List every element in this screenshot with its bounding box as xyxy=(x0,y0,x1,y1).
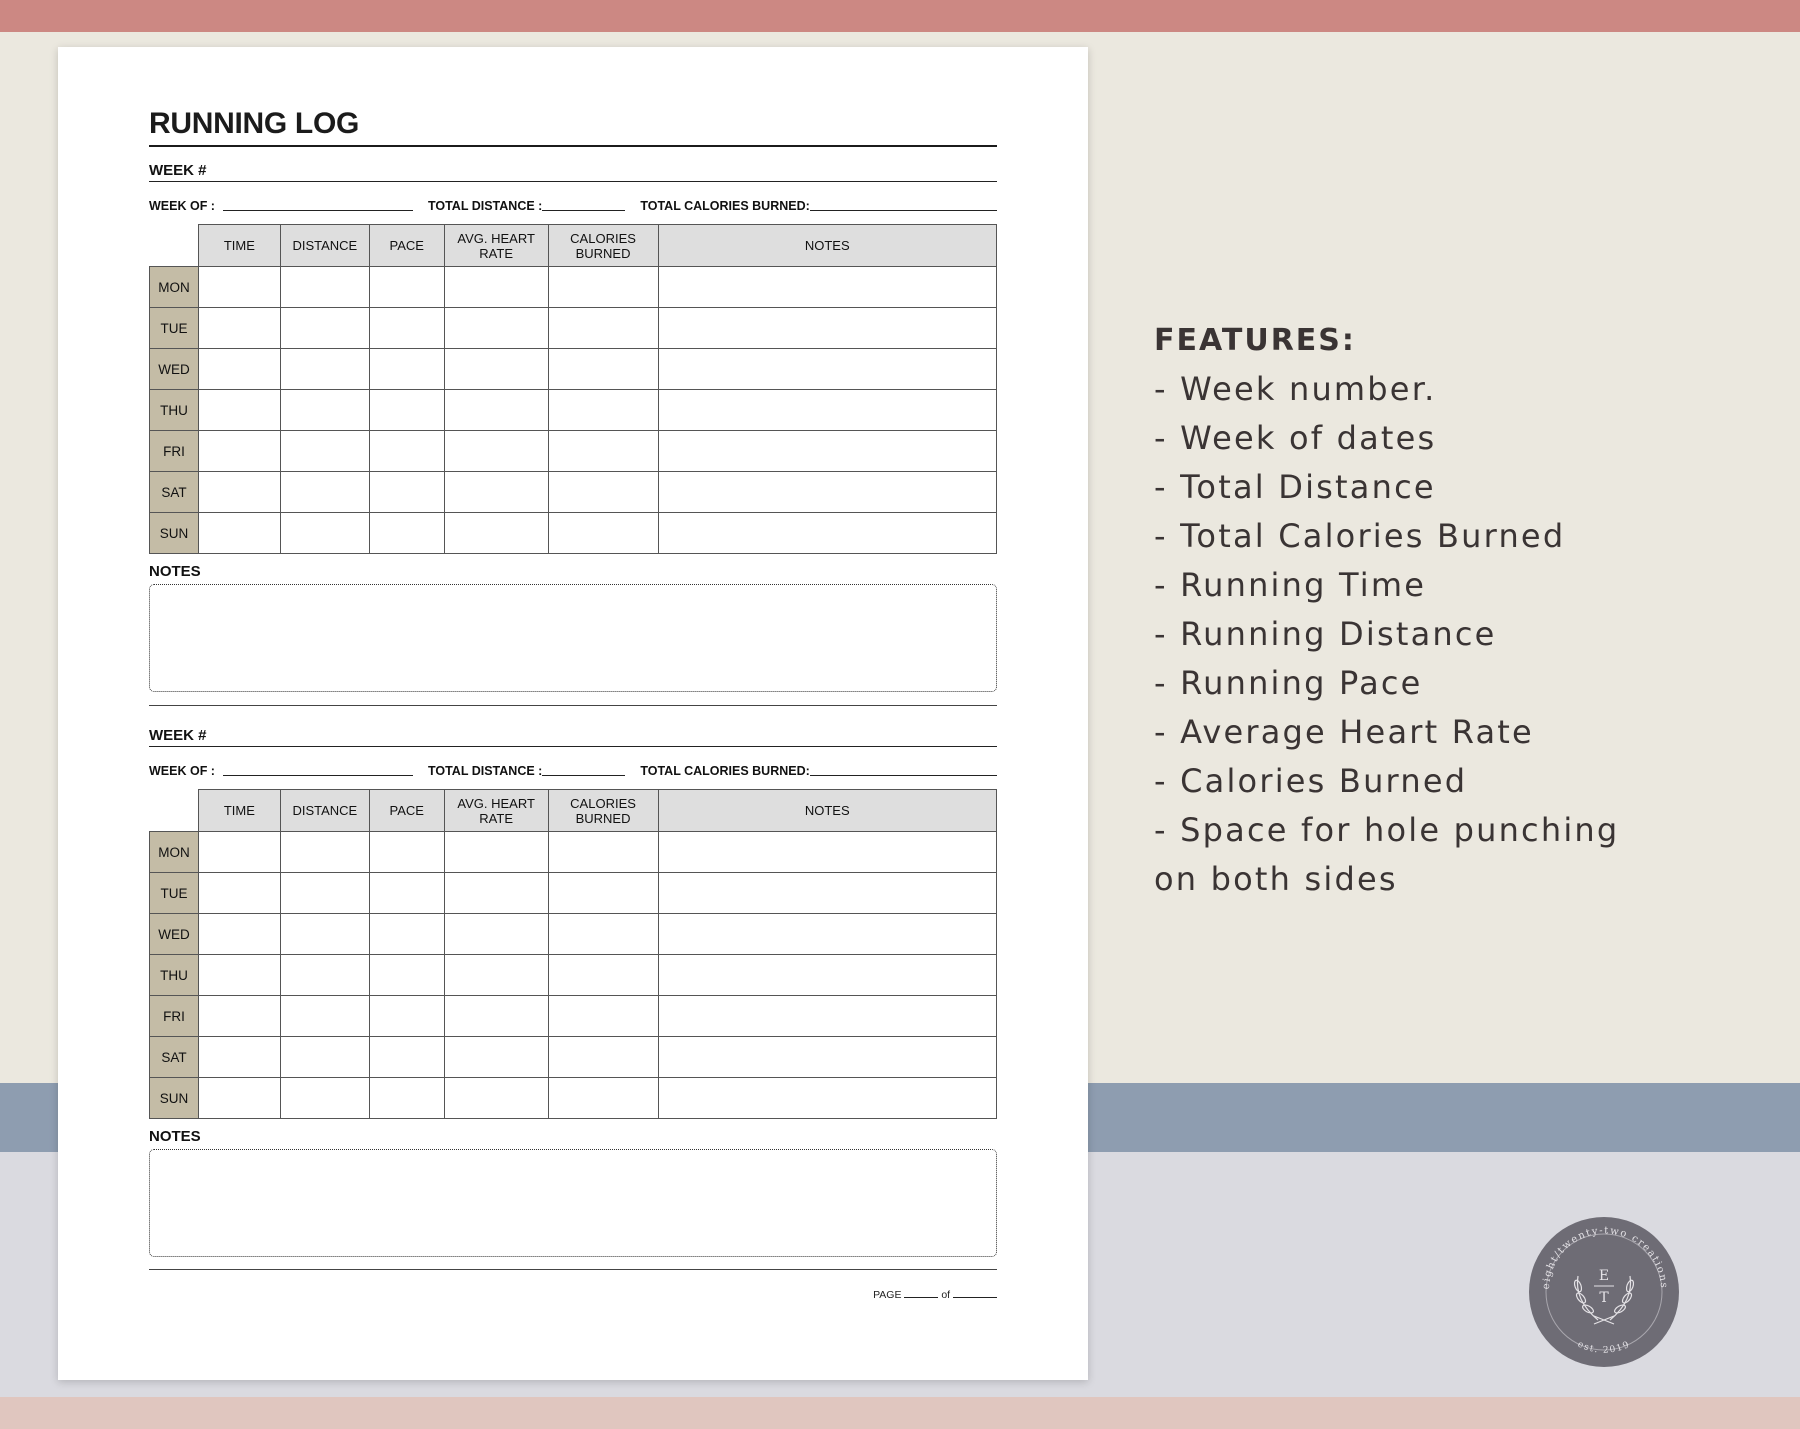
entry-cell[interactable] xyxy=(369,1037,444,1078)
entry-cell[interactable] xyxy=(369,1078,444,1119)
column-header: AVG. HEART RATE xyxy=(444,225,548,267)
weekly-log-table xyxy=(149,224,997,554)
features-panel xyxy=(1154,316,1714,904)
entry-cell[interactable] xyxy=(444,472,548,513)
entry-cell[interactable] xyxy=(548,873,658,914)
day-label: MON xyxy=(150,832,199,873)
table-row xyxy=(150,1037,997,1078)
entry-cell[interactable] xyxy=(369,267,444,308)
entry-cell[interactable] xyxy=(444,873,548,914)
entry-cell[interactable] xyxy=(369,996,444,1037)
entry-cell[interactable] xyxy=(444,832,548,873)
entry-cell[interactable] xyxy=(369,390,444,431)
table-row xyxy=(150,349,997,390)
entry-cell[interactable] xyxy=(548,955,658,996)
column-header: PACE xyxy=(369,225,444,267)
entry-cell[interactable] xyxy=(369,431,444,472)
entry-cell[interactable] xyxy=(198,832,280,873)
page-total-line[interactable] xyxy=(953,1296,997,1298)
feature-item: - Total Calories Burned xyxy=(1154,517,1566,555)
table-row xyxy=(150,873,997,914)
entry-cell[interactable] xyxy=(369,513,444,554)
total-distance-field[interactable] xyxy=(542,774,625,776)
entry-cell[interactable] xyxy=(548,349,658,390)
week-section xyxy=(149,706,997,1257)
total-distance-label: TOTAL DISTANCE : xyxy=(427,199,543,213)
entry-cell[interactable] xyxy=(369,308,444,349)
page-label: PAGE xyxy=(873,1289,902,1301)
notes-box[interactable] xyxy=(149,1149,997,1257)
entry-cell[interactable] xyxy=(444,996,548,1037)
entry-cell[interactable] xyxy=(444,431,548,472)
entry-cell[interactable] xyxy=(444,308,548,349)
column-header: DISTANCE xyxy=(280,790,369,832)
day-label: SAT xyxy=(150,472,199,513)
entry-cell[interactable] xyxy=(369,472,444,513)
entry-cell[interactable] xyxy=(198,267,280,308)
day-label: WED xyxy=(150,914,199,955)
day-label: THU xyxy=(150,390,199,431)
entry-cell[interactable] xyxy=(280,873,369,914)
total-distance-label: TOTAL DISTANCE : xyxy=(427,764,543,778)
entry-cell[interactable] xyxy=(198,431,280,472)
entry-cell[interactable] xyxy=(444,349,548,390)
week-totals-row xyxy=(149,747,997,778)
seal-monogram-bottom: T xyxy=(1599,1290,1609,1306)
entry-cell[interactable] xyxy=(548,832,658,873)
column-header: CALORIES BURNED xyxy=(548,225,658,267)
week-number-row[interactable] xyxy=(149,706,997,747)
table-header-row xyxy=(150,790,997,832)
entry-cell[interactable] xyxy=(280,832,369,873)
week-of-label: WEEK OF : xyxy=(149,764,215,778)
sheet-content xyxy=(149,107,997,1270)
brand-seal xyxy=(1528,1216,1680,1368)
entry-cell[interactable] xyxy=(658,1037,997,1078)
table-row xyxy=(150,431,997,472)
entry-cell[interactable] xyxy=(548,1078,658,1119)
week-of-field[interactable] xyxy=(223,209,413,211)
entry-cell[interactable] xyxy=(548,1037,658,1078)
notes-label: NOTES xyxy=(149,1128,201,1145)
entry-cell[interactable] xyxy=(444,267,548,308)
feature-item: - Week number. xyxy=(1154,370,1437,408)
entry-cell[interactable] xyxy=(658,832,997,873)
top-band xyxy=(0,0,1800,32)
entry-cell[interactable] xyxy=(548,914,658,955)
day-label: SUN xyxy=(150,513,199,554)
entry-cell[interactable] xyxy=(548,472,658,513)
table-row xyxy=(150,308,997,349)
page-number-line[interactable] xyxy=(904,1296,938,1298)
column-header: NOTES xyxy=(658,225,997,267)
week-of-field[interactable] xyxy=(223,774,413,776)
feature-item: - Total Distance xyxy=(1154,468,1436,506)
seal-monogram-top: E xyxy=(1598,1268,1610,1284)
day-label: FRI xyxy=(150,431,199,472)
features-list xyxy=(1154,365,1714,904)
entry-cell[interactable] xyxy=(198,996,280,1037)
total-distance-field[interactable] xyxy=(542,209,625,211)
feature-item: - Week of dates xyxy=(1154,419,1437,457)
feature-item: - Running Pace xyxy=(1154,664,1423,702)
entry-cell[interactable] xyxy=(369,955,444,996)
feature-item: on both sides xyxy=(1154,860,1398,898)
feature-item: - Running Distance xyxy=(1154,615,1497,653)
entry-cell[interactable] xyxy=(444,955,548,996)
day-label: TUE xyxy=(150,308,199,349)
entry-cell[interactable] xyxy=(280,1078,369,1119)
notes-box[interactable] xyxy=(149,584,997,692)
table-row xyxy=(150,513,997,554)
entry-cell[interactable] xyxy=(280,1037,369,1078)
column-header: PACE xyxy=(369,790,444,832)
week-totals-row xyxy=(149,182,997,213)
week-number-label: WEEK # xyxy=(149,727,207,744)
week-number-label: WEEK # xyxy=(149,162,207,179)
entry-cell[interactable] xyxy=(198,349,280,390)
entry-cell[interactable] xyxy=(658,267,997,308)
entry-cell[interactable] xyxy=(198,390,280,431)
corner-cell xyxy=(150,225,199,267)
day-label: FRI xyxy=(150,996,199,1037)
entry-cell[interactable] xyxy=(280,390,369,431)
entry-cell[interactable] xyxy=(280,349,369,390)
table-row xyxy=(150,832,997,873)
entry-cell[interactable] xyxy=(658,1078,997,1119)
column-header: AVG. HEART RATE xyxy=(444,790,548,832)
entry-cell[interactable] xyxy=(369,832,444,873)
weekly-log-table xyxy=(149,789,997,1119)
features-heading: FEATURES: xyxy=(1154,323,1356,358)
day-label: WED xyxy=(150,349,199,390)
entry-cell[interactable] xyxy=(444,1078,548,1119)
column-header: NOTES xyxy=(658,790,997,832)
entry-cell[interactable] xyxy=(658,390,997,431)
entry-cell[interactable] xyxy=(280,513,369,554)
table-row xyxy=(150,390,997,431)
entry-cell[interactable] xyxy=(658,513,997,554)
entry-cell[interactable] xyxy=(548,431,658,472)
entry-cell[interactable] xyxy=(548,390,658,431)
bottom-divider xyxy=(149,1269,997,1270)
entry-cell[interactable] xyxy=(658,349,997,390)
entry-cell[interactable] xyxy=(548,267,658,308)
table-row xyxy=(150,914,997,955)
day-label: SAT xyxy=(150,1037,199,1078)
table-header-row xyxy=(150,225,997,267)
table-row xyxy=(150,472,997,513)
of-label: of xyxy=(941,1289,951,1301)
entry-cell[interactable] xyxy=(548,308,658,349)
entry-cell[interactable] xyxy=(198,308,280,349)
entry-cell[interactable] xyxy=(658,308,997,349)
day-label: MON xyxy=(150,267,199,308)
page-footer xyxy=(149,1289,997,1301)
entry-cell[interactable] xyxy=(198,955,280,996)
entry-cell[interactable] xyxy=(280,267,369,308)
entry-cell[interactable] xyxy=(369,873,444,914)
entry-cell[interactable] xyxy=(444,513,548,554)
table-row xyxy=(150,1078,997,1119)
entry-cell[interactable] xyxy=(548,513,658,554)
feature-item: - Space for hole punching xyxy=(1154,811,1620,849)
corner-cell xyxy=(150,790,199,832)
total-calories-label: TOTAL CALORIES BURNED: xyxy=(640,199,810,213)
day-label: THU xyxy=(150,955,199,996)
weeks-container xyxy=(149,147,997,1270)
entry-cell[interactable] xyxy=(548,996,658,1037)
entry-cell[interactable] xyxy=(658,996,997,1037)
entry-cell[interactable] xyxy=(280,996,369,1037)
week-number-row[interactable] xyxy=(149,147,997,182)
feature-item: - Average Heart Rate xyxy=(1154,713,1534,751)
entry-cell[interactable] xyxy=(444,390,548,431)
total-calories-field[interactable] xyxy=(810,774,997,776)
entry-cell[interactable] xyxy=(658,955,997,996)
entry-cell[interactable] xyxy=(198,1078,280,1119)
day-label: SUN xyxy=(150,1078,199,1119)
total-calories-field[interactable] xyxy=(810,209,997,211)
entry-cell[interactable] xyxy=(280,472,369,513)
feature-item: - Calories Burned xyxy=(1154,762,1468,800)
week-of-label: WEEK OF : xyxy=(149,199,215,213)
entry-cell[interactable] xyxy=(658,431,997,472)
column-header: CALORIES BURNED xyxy=(548,790,658,832)
entry-cell[interactable] xyxy=(198,513,280,554)
page-title: RUNNING LOG xyxy=(149,107,360,140)
entry-cell[interactable] xyxy=(658,914,997,955)
entry-cell[interactable] xyxy=(198,1037,280,1078)
entry-cell[interactable] xyxy=(369,914,444,955)
total-calories-label: TOTAL CALORIES BURNED: xyxy=(640,764,810,778)
entry-cell[interactable] xyxy=(369,349,444,390)
table-row xyxy=(150,996,997,1037)
log-sheet xyxy=(58,47,1088,1380)
week-section xyxy=(149,147,997,692)
feature-item: - Running Time xyxy=(1154,566,1427,604)
day-label: TUE xyxy=(150,873,199,914)
entry-cell[interactable] xyxy=(658,873,997,914)
table-row xyxy=(150,955,997,996)
column-header: TIME xyxy=(198,225,280,267)
entry-cell[interactable] xyxy=(444,1037,548,1078)
column-header: DISTANCE xyxy=(280,225,369,267)
notes-label: NOTES xyxy=(149,563,201,580)
bottom-band xyxy=(0,1397,1800,1429)
entry-cell[interactable] xyxy=(198,914,280,955)
table-row xyxy=(150,267,997,308)
entry-cell[interactable] xyxy=(198,472,280,513)
entry-cell[interactable] xyxy=(198,873,280,914)
entry-cell[interactable] xyxy=(280,914,369,955)
seal-est-text: est. 2019 xyxy=(1575,1339,1633,1356)
entry-cell[interactable] xyxy=(280,955,369,996)
seal-arc-text: eight/twenty-two creations xyxy=(1540,1225,1670,1290)
entry-cell[interactable] xyxy=(280,431,369,472)
entry-cell[interactable] xyxy=(658,472,997,513)
entry-cell[interactable] xyxy=(280,308,369,349)
column-header: TIME xyxy=(198,790,280,832)
entry-cell[interactable] xyxy=(444,914,548,955)
